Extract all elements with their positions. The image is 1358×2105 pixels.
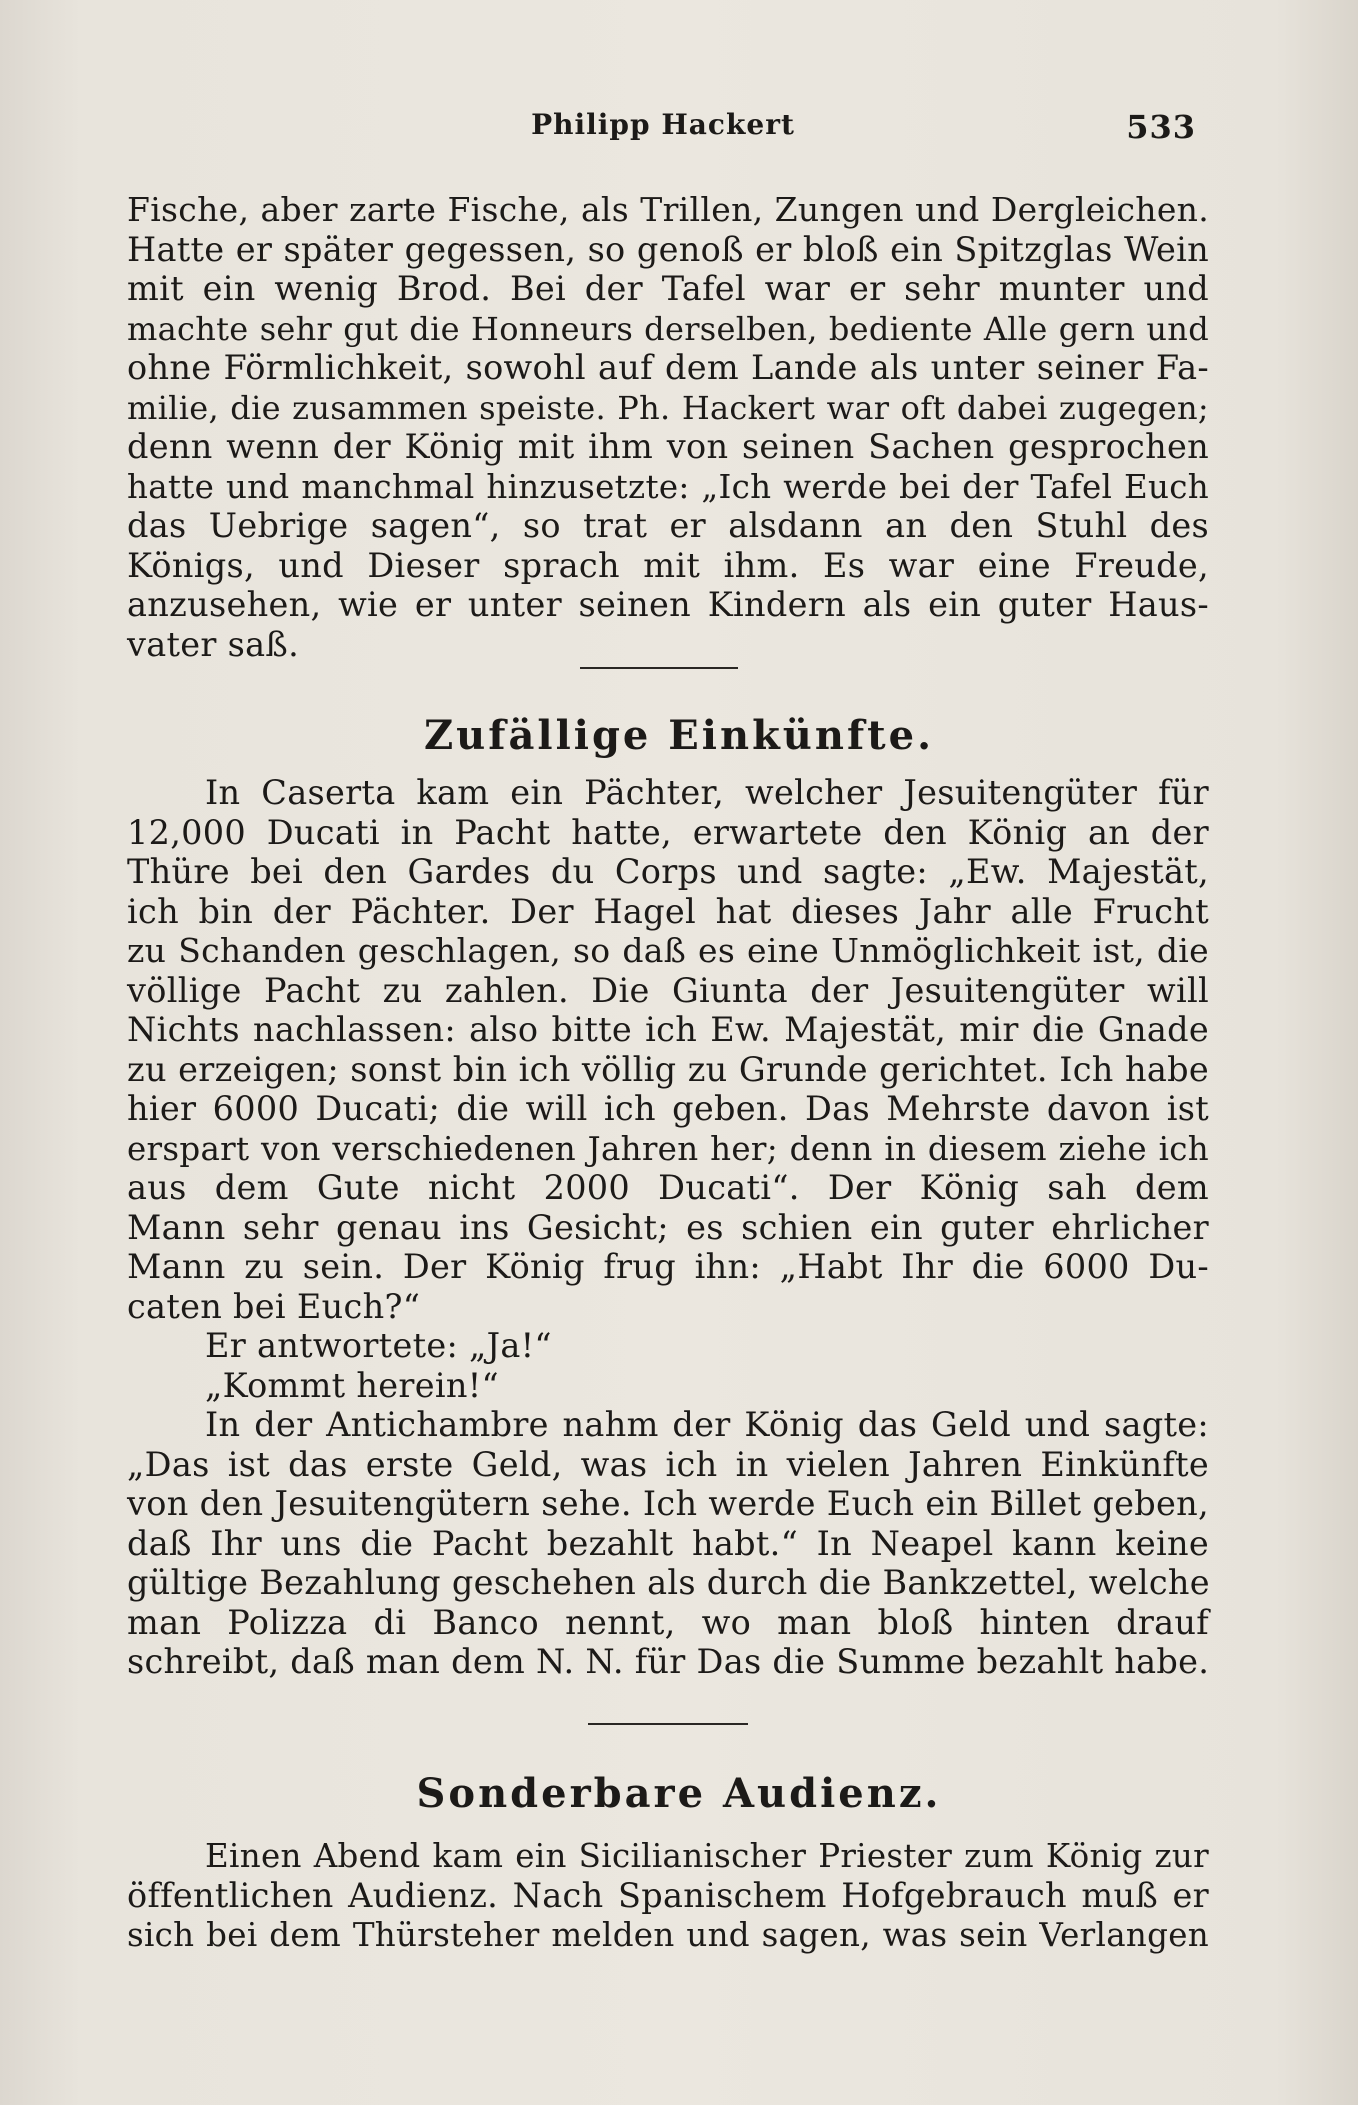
text-line: ich bin der Pächter. Der Hagel hat dieses Jahr alle Frucht: [127, 892, 1209, 931]
text-line: schreibt, daß man dem N. N. für Das die Summe bezahlt habe.: [127, 1642, 1210, 1681]
text-line: völlige Pacht zu zahlen. Die Giunta der Jesuitengüter will: [127, 971, 1209, 1010]
text-line: ohne Förmlichkeit, sowohl auf dem Lande als unter seiner Fa-: [127, 348, 1209, 387]
text-line: aus dem Gute nicht 2000 Ducati“. Der König sah dem: [127, 1168, 1209, 1207]
text-line: vater saß.: [127, 625, 300, 664]
text-line: daß Ihr uns die Pacht bezahlt habt.“ In Neapel kann keine: [127, 1524, 1209, 1563]
text-line: Mann zu sein. Der König frug ihn: „Habt Ihr die 6000 Du-: [127, 1247, 1209, 1286]
section-divider: [588, 1723, 748, 1725]
text-line: mit ein wenig Brod. Bei der Tafel war er sehr munter und: [127, 269, 1209, 308]
running-title: Philipp Hackert: [531, 108, 795, 141]
text-line: milie, die zusammen speiste. Ph. Hackert war oft dabei zugegen;: [127, 389, 1209, 427]
section-divider: [580, 667, 738, 669]
text-line: anzusehen, wie er unter seinen Kindern als ein guter Haus-: [127, 585, 1209, 624]
text-line: hier 6000 Ducati; die will ich geben. Das Mehrste davon ist: [127, 1089, 1209, 1128]
text-line: erspart von verschiedenen Jahren her; denn in diesem ziehe ich: [127, 1130, 1209, 1168]
text-line: denn wenn der König mit ihm von seinen Sachen gesprochen: [127, 427, 1209, 466]
text-line: gültige Bezahlung geschehen als durch die Bankzettel, welche: [127, 1563, 1210, 1602]
text-line: machte sehr gut die Honneurs derselben, bediente Alle gern und: [127, 310, 1209, 348]
page-header: [130, 108, 1196, 148]
text-line: Thüre bei den Gardes du Corps und sagte: „Ew. Majestät,: [127, 852, 1209, 891]
text-line: hatte und manchmal hinzusetzte: „Ich werde bei der Tafel Euch: [127, 468, 1209, 506]
text-line: zu Schanden geschlagen, so daß es eine Unmöglichkeit ist, die: [127, 931, 1209, 970]
text-line: von den Jesuitengütern sehe. Ich werde Euch ein Billet geben,: [127, 1484, 1209, 1523]
text-line: Einen Abend kam ein Sicilianischer Priester zum König zur: [205, 1837, 1209, 1875]
text-line: caten bei Euch?“: [127, 1287, 421, 1326]
text-line: das Uebrige sagen“, so trat er alsdann an den Stuhl des: [127, 506, 1209, 545]
text-line: sich bei dem Thürsteher melden und sagen, was sein Verlangen: [127, 1916, 1209, 1954]
text-line: Er antwortete: „Ja!“: [205, 1326, 552, 1365]
section-title-zufaellige-einkuenfte: Zufällige Einkünfte.: [423, 712, 935, 759]
text-line: „Kommt herein!“: [205, 1366, 499, 1405]
text-line: zu erzeigen; sonst bin ich völlig zu Grunde gerichtet. Ich habe: [127, 1050, 1209, 1089]
text-line: „Das ist das erste Geld, was ich in vielen Jahren Einkünfte: [127, 1445, 1209, 1484]
text-line: Nichts nachlassen: also bitte ich Ew. Majestät, mir die Gnade: [127, 1010, 1209, 1049]
text-line: In der Antichambre nahm der König das Geld und sagte:: [205, 1405, 1209, 1444]
section-title-sonderbare-audienz: Sonderbare Audienz.: [416, 1770, 942, 1817]
text-line: öffentlichen Audienz. Nach Spanischem Hofgebrauch muß er: [127, 1876, 1209, 1915]
text-line: 12,000 Ducati in Pacht hatte, erwartete den König an der: [127, 813, 1209, 852]
text-line: Hatte er später gegessen, so genoß er bloß ein Spitzglas Wein: [127, 230, 1209, 269]
text-line: Königs, und Dieser sprach mit ihm. Es war eine Freude,: [127, 546, 1209, 585]
text-line: Fische, aber zarte Fische, als Trillen, Zungen und Dergleichen.: [127, 190, 1209, 229]
page-number: 533: [1126, 108, 1196, 146]
text-line: In Caserta kam ein Pächter, welcher Jesuitengüter für: [205, 773, 1209, 812]
text-line: man Polizza di Banco nennt, wo man bloß hinten drauf: [127, 1603, 1209, 1642]
text-line: Mann sehr genau ins Gesicht; es schien ein guter ehrlicher: [127, 1208, 1209, 1247]
